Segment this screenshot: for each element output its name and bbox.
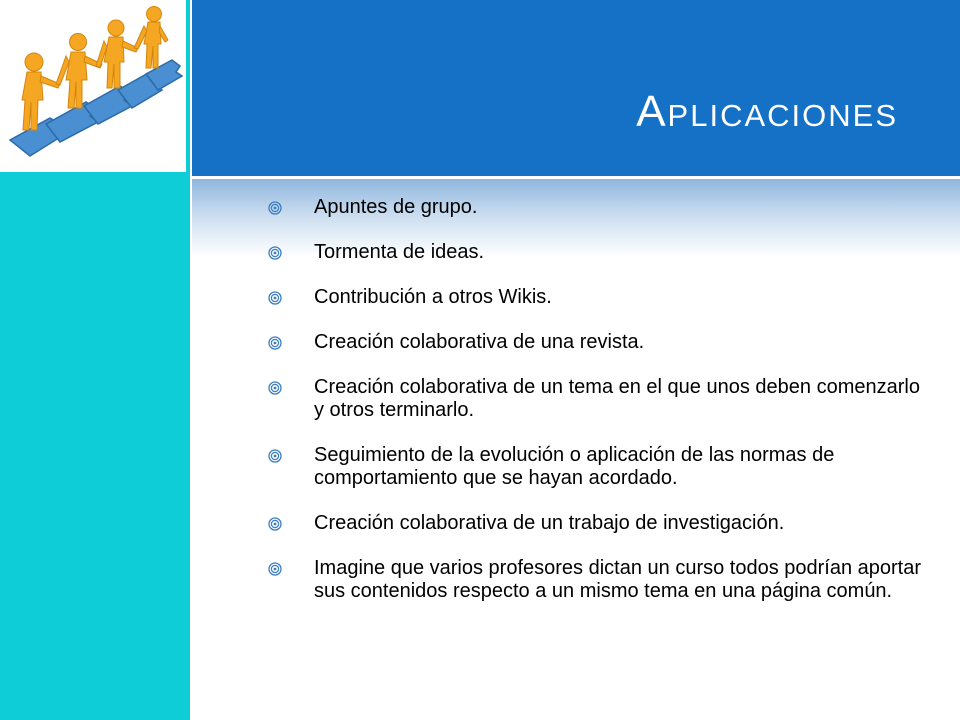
- logo-image: [0, 0, 186, 172]
- list-item: [268, 512, 928, 535]
- list-item-text: Creación colaborativa de un tema en el que unos deben comenzarlo y otros terminarlo.: [314, 376, 920, 421]
- list-item-text: Creación colaborativa de un trabajo de investigación.: [314, 512, 785, 534]
- circle-bullet-icon: [268, 381, 282, 395]
- list-item: [268, 376, 928, 422]
- circle-bullet-icon: [268, 449, 282, 463]
- list-item: [268, 557, 928, 603]
- circle-bullet-icon: [268, 291, 282, 305]
- circle-bullet-icon: [268, 201, 282, 215]
- list-item-text: Imagine que varios profesores dictan un curso todos podrían aportar sus contenidos respecto a un mismo tema en una página común.: [314, 557, 922, 602]
- list-item-text: Apuntes de grupo.: [314, 196, 478, 218]
- list-item-text: Tormenta de ideas.: [314, 241, 485, 263]
- list-item: [268, 444, 928, 490]
- slide-title: Aplicaciones: [636, 87, 898, 137]
- circle-bullet-icon: [268, 562, 282, 576]
- bullet-list: [268, 196, 928, 625]
- list-item: [268, 331, 928, 354]
- list-item-text: Creación colaborativa de una revista.: [314, 331, 645, 353]
- list-item: [268, 286, 928, 309]
- list-item: [268, 196, 928, 219]
- list-item-text: Seguimiento de la evolución o aplicación de las normas de comportamiento que se hayan acordado.: [314, 444, 835, 489]
- circle-bullet-icon: [268, 517, 282, 531]
- list-item-text: Contribución a otros Wikis.: [314, 286, 552, 308]
- people-puzzle-icon: [0, 0, 186, 172]
- circle-bullet-icon: [268, 336, 282, 350]
- circle-bullet-icon: [268, 246, 282, 260]
- list-item: [268, 241, 928, 264]
